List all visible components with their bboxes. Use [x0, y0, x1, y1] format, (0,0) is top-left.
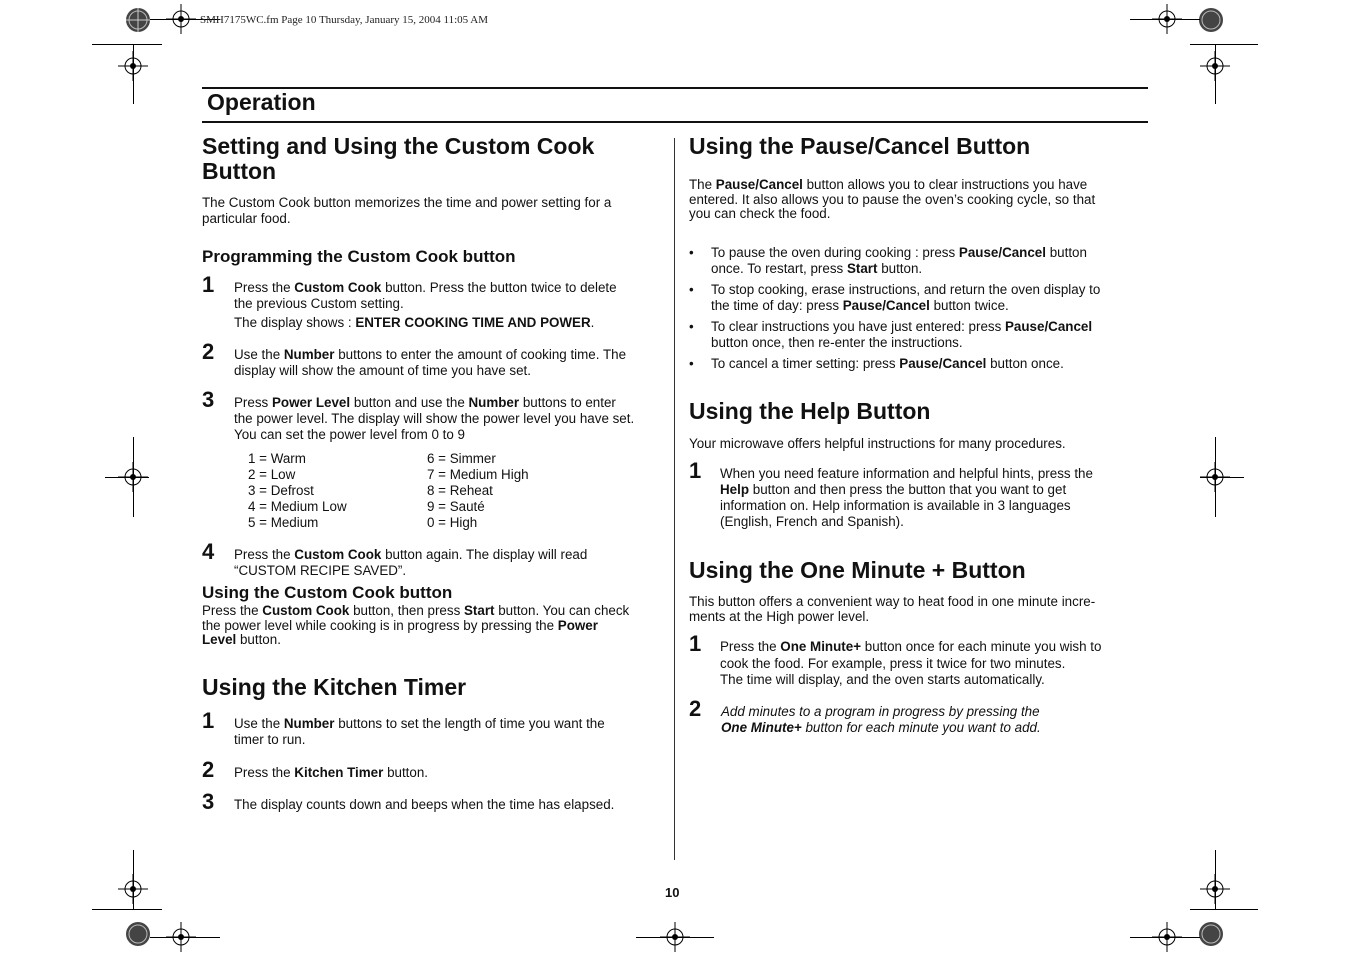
help-heading: Using the Help Button [689, 398, 931, 424]
step-number: 1 [202, 708, 215, 733]
step-number: 1 [689, 631, 702, 656]
power-levels-left [248, 451, 347, 531]
bullet-text: To clear instructions you have just entered: press Pause/Cancel button once, then re-enter the instructions. [711, 319, 1093, 350]
starburst-mark-icon [124, 6, 152, 34]
step-number: 2 [202, 757, 215, 782]
bullet-glyph: • [689, 356, 694, 371]
step-text: Use the Number buttons to enter the amount of cooking time. The display will show the amount of time you have set. [234, 347, 627, 378]
step-number: 3 [202, 387, 215, 412]
kitchen-timer-heading: Using the Kitchen Timer [202, 674, 467, 700]
step-number: 1 [689, 458, 702, 483]
help-intro: Your microwave offers helpful instructions for many procedures. [689, 436, 1066, 451]
step-text: Press the One Minute+ button once for each minute you wish to cook the food. For example, press it twice for two minutes. The time will display, and the oven starts automatically. [720, 639, 1102, 687]
column-divider [674, 138, 675, 860]
using-custom-cook-text: Press the Custom Cook button, then press Start button. You can check the power level while cooking is in progress by pressing the Power Level button. [202, 603, 630, 647]
step-number: 2 [202, 339, 215, 364]
bullet-glyph: • [689, 319, 694, 334]
starburst-mark-icon [124, 920, 152, 948]
file-info-header: SMH7175WC.fm Page 10 Thursday, January 15, 2004 11:05 AM [200, 14, 489, 26]
power-level-item: 1 = Warm [248, 451, 306, 466]
page-number: 10 [665, 885, 680, 900]
bullet-glyph: • [689, 282, 694, 297]
title-rule [202, 121, 1148, 123]
step-text: When you need feature information and helpful hints, press the Help button and then press the button that you want to get information on. Help information is available in 3 languages (English, French and Spanish). [720, 466, 1093, 529]
step-text: Press Power Level button and use the Number buttons to enter the power level. The display will show the power level you have set. You can set the power level from 0 to 9 [234, 395, 635, 442]
bullet-text: To cancel a timer setting: press Pause/Cancel button once. [711, 356, 1064, 371]
starburst-mark-icon [1197, 6, 1225, 34]
one-minute-heading: Using the One Minute + Button [689, 557, 1026, 583]
one-minute-intro: This button offers a convenient way to heat food in one minute incre- ments at the High power level. [689, 594, 1096, 624]
bullet-text: To pause the oven during cooking : press Pause/Cancel button once. To restart, press Start button. [711, 245, 1087, 276]
step-text: Add minutes to a program in progress by pressing the One Minute+ button for each minute you want to add. [721, 704, 1041, 735]
step-text: Press the Kitchen Timer button. [234, 765, 429, 780]
bullet-text: To stop cooking, erase instructions, and return the oven display to the time of day: press Pause/Cancel button twice. [711, 282, 1101, 313]
power-level-item: 9 = Sauté [427, 499, 485, 514]
starburst-mark-icon [1197, 920, 1225, 948]
power-level-item: 7 = Medium High [427, 467, 529, 482]
power-level-item: 8 = Reheat [427, 483, 493, 498]
custom-cook-intro: The Custom Cook button memorizes the time and power setting for a particular food. [202, 195, 612, 226]
step-text: Press the Custom Cook button. Press the button twice to delete the previous Custom setting. The display shows : ENTER COOKING TIME AND POWER. [234, 280, 617, 330]
step-text: Press the Custom Cook button again. The display will read “CUSTOM RECIPE SAVED”. [234, 547, 588, 578]
custom-cook-heading: Setting and Using the Custom Cook Button [202, 133, 595, 184]
programming-subheading: Programming the Custom Cook button [202, 247, 516, 266]
power-level-item: 6 = Simmer [427, 451, 496, 466]
step-number: 4 [202, 539, 215, 564]
bullet-glyph: • [689, 245, 694, 260]
power-level-item: 3 = Defrost [248, 483, 314, 498]
step-number: 2 [689, 696, 702, 721]
power-levels-right [427, 451, 529, 531]
pause-cancel-heading: Using the Pause/Cancel Button [689, 133, 1031, 159]
step-text: The display counts down and beeps when the time has elapsed. [234, 797, 615, 812]
section-title: Operation [207, 89, 316, 115]
power-level-item: 2 = Low [248, 467, 296, 482]
step-text: Use the Number buttons to set the length of time you want the timer to run. [234, 716, 605, 747]
pause-cancel-intro: The Pause/Cancel button allows you to clear instructions you have entered. It also allows you to pause the oven’s cooking cycle, so that you can check the food. [689, 177, 1096, 221]
top-rule [202, 87, 1148, 89]
power-level-item: 0 = High [427, 515, 478, 530]
step-number: 3 [202, 789, 215, 814]
using-custom-cook-subheading: Using the Custom Cook button [202, 583, 453, 602]
power-level-item: 5 = Medium [248, 515, 319, 530]
power-level-item: 4 = Medium Low [248, 499, 347, 514]
step-number: 1 [202, 272, 215, 297]
